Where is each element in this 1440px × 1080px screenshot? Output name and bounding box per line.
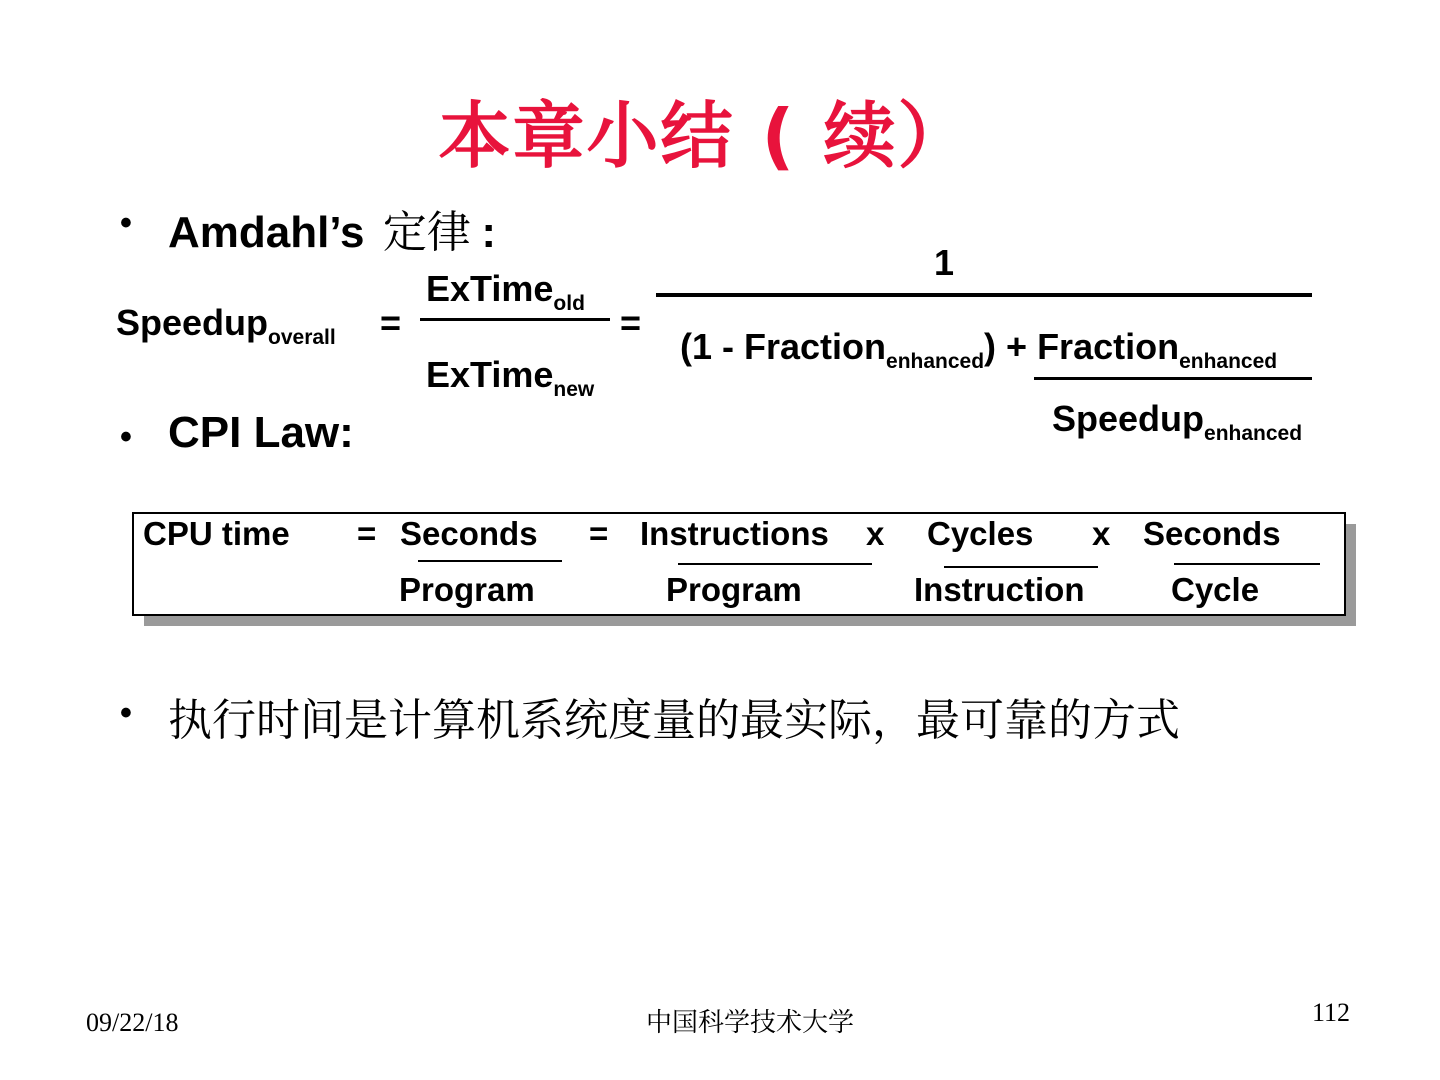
speedup-enh-text: Speedup [1052, 398, 1205, 439]
instruction-denominator: Instruction [914, 571, 1085, 608]
cycle-denominator: Cycle [1171, 571, 1260, 608]
fraction-bar-main [656, 293, 1312, 297]
one-minus-fraction: (1 - Fraction [680, 326, 887, 367]
extime-old-text: ExTime [426, 268, 554, 309]
bar-seconds-cycle [1174, 563, 1320, 565]
speedup-text: Speedup [116, 302, 269, 343]
fraction-bar-extime [420, 318, 610, 321]
extime-old-sub: old [553, 292, 585, 315]
program-denominator-2: Program [666, 571, 802, 608]
speedup-enh-sub: enhanced [1204, 422, 1303, 445]
times-2: x [1092, 515, 1111, 552]
footer-date: 09/22/18 [86, 1008, 179, 1037]
execution-time-statement: 执行时间是计算机系统度量的最实际，最可靠的方式 [168, 695, 1180, 746]
extime-old [426, 268, 585, 316]
amdahl-label: Amdahl’s [168, 208, 365, 257]
cpu-time-label: CPU time [143, 515, 290, 552]
amdahl-cn-label: 定律 [382, 207, 471, 258]
plus-fraction: ) + Fraction [984, 326, 1180, 367]
instructions-numerator: Instructions [640, 515, 829, 552]
cycles-numerator: Cycles [927, 515, 1034, 552]
speedup-overall [116, 302, 336, 350]
cpu-eq-1: = [357, 515, 377, 552]
extime-new-text: ExTime [426, 354, 554, 395]
bullet-icon: • [120, 418, 132, 456]
bar-cycles-instruction [944, 566, 1098, 568]
equals-2: = [620, 302, 642, 343]
times-1: x [866, 515, 885, 552]
speedup-sub: overall [268, 326, 336, 349]
program-denominator-1: Program [399, 571, 535, 608]
fraction-enh-sub-2: enhanced [1179, 350, 1278, 373]
fraction-bar-speedup [1034, 377, 1312, 380]
seconds-numerator-1: Seconds [400, 515, 538, 552]
amdahl-heading [168, 196, 496, 260]
bar-seconds-program [418, 560, 562, 562]
cpu-eq-2: = [589, 515, 609, 552]
equals-1: = [380, 302, 402, 343]
extime-new-sub: new [553, 378, 595, 401]
numerator-one: 1 [934, 242, 955, 283]
bullet-icon: • [120, 694, 132, 732]
amdahl-colon: : [481, 208, 496, 257]
denominator-expression [680, 326, 1277, 374]
slide-title: 本章小结 ( 续） [438, 94, 972, 178]
seconds-numerator-2: Seconds [1143, 515, 1281, 552]
bullet-icon: • [120, 204, 132, 242]
cpi-law-heading: CPI Law: [168, 408, 354, 457]
speedup-enhanced [1052, 398, 1302, 446]
bar-instructions-program [678, 563, 872, 565]
footer-organization: 中国科学技术大学 [646, 1008, 855, 1038]
page-number: 112 [1312, 998, 1351, 1027]
fraction-enh-sub-1: enhanced [886, 350, 985, 373]
extime-new [426, 354, 594, 402]
